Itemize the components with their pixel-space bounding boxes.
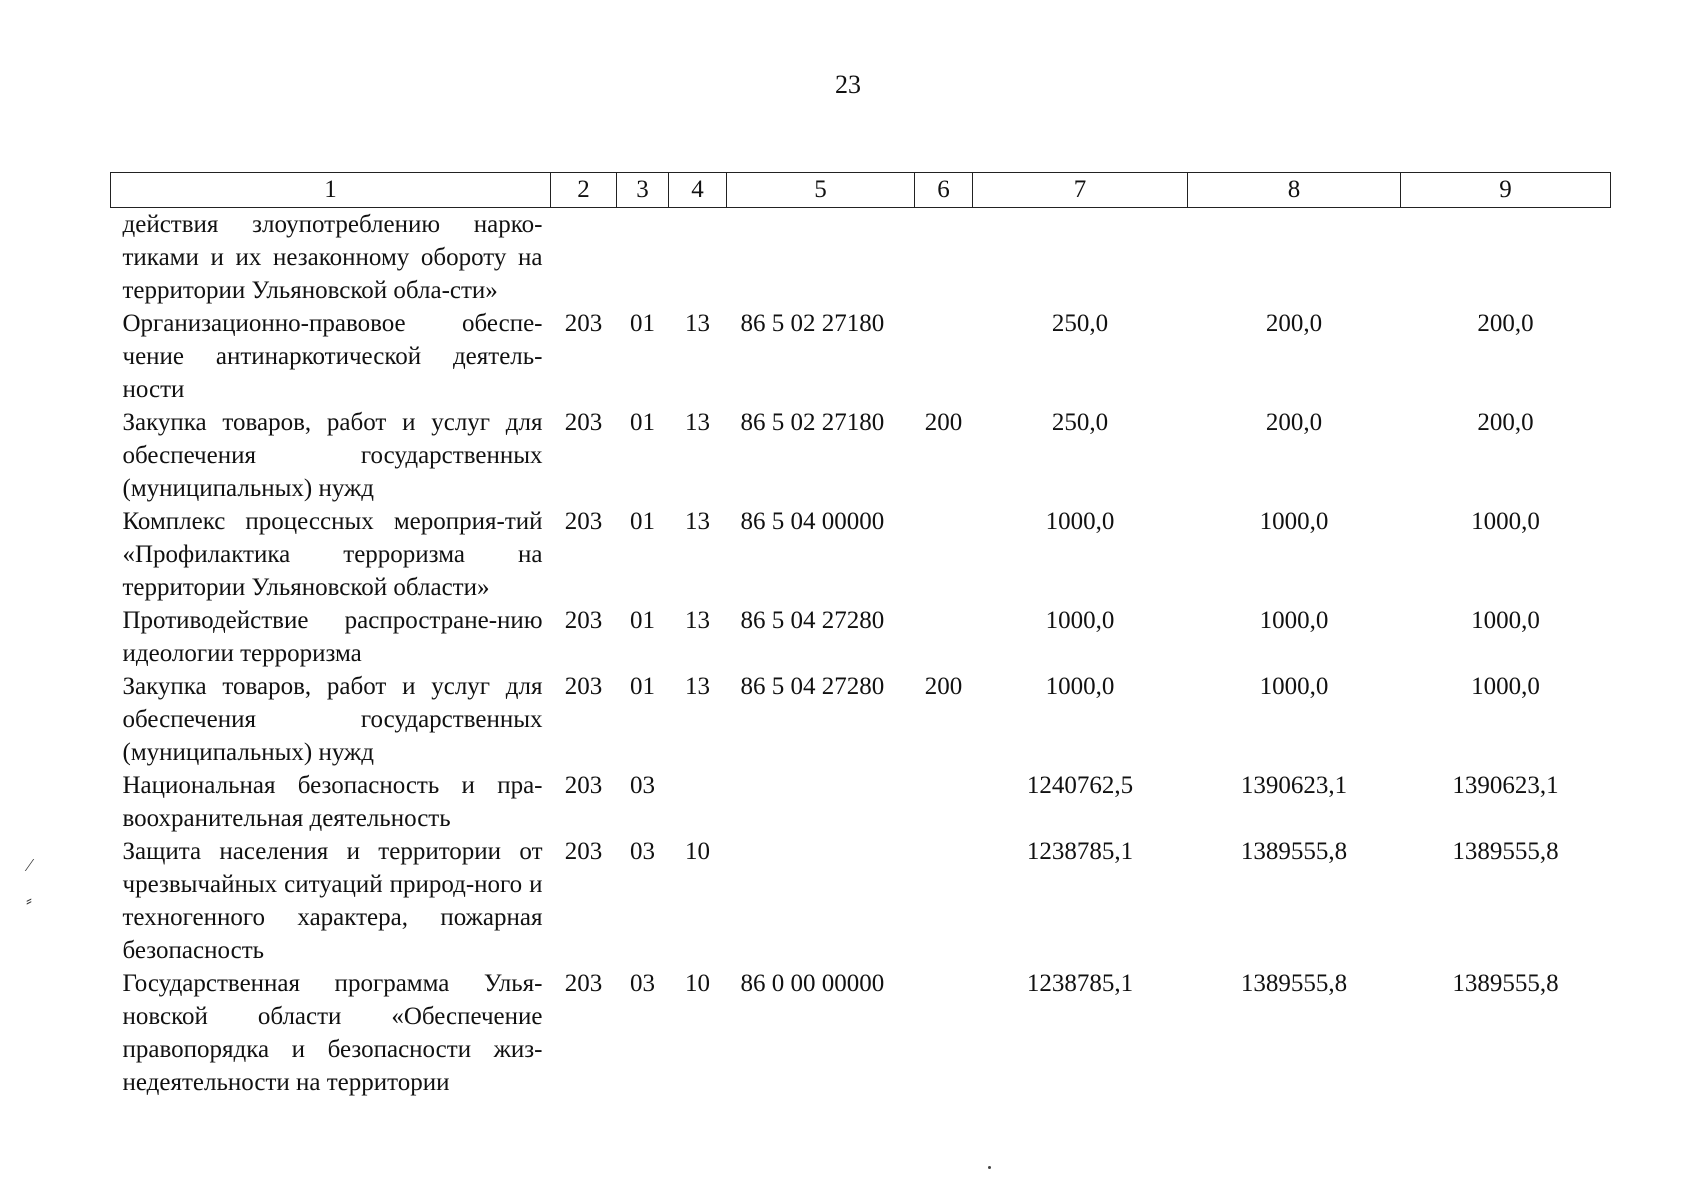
cell-subsection: 10 [685, 970, 710, 997]
cell-amount: 1389555,8 [1240, 970, 1348, 997]
row-description: Закупка товаров, работ и услуг для обеспечения государственных (муниципальных) нужд [122, 673, 543, 766]
cell-amount: 200,0 [1265, 310, 1323, 337]
cell-section: 01 [630, 310, 655, 337]
column-header: 2 [551, 173, 617, 208]
cell-target-article: 86 0 00 00000 [740, 970, 885, 997]
cell-amount: 1000,0 [1471, 673, 1540, 700]
cell-expense-type [915, 505, 973, 604]
table-header-row [111, 173, 1611, 208]
scan-speck [988, 1166, 991, 1169]
cell-section: 01 [630, 508, 655, 535]
column-header: 9 [1401, 173, 1611, 208]
cell-amount: 1000,0 [1471, 508, 1540, 535]
table-row [111, 505, 1611, 604]
cell-expense-type [915, 307, 973, 406]
cell-expense-type [915, 208, 973, 308]
column-header: 7 [973, 173, 1188, 208]
cell-amount: 1390623,1 [1452, 772, 1559, 799]
column-header: 4 [669, 173, 727, 208]
cell-code: 203 [564, 673, 603, 700]
column-header: 6 [915, 173, 973, 208]
cell-expense-type: 200 [924, 409, 963, 436]
cell-target-article [727, 208, 915, 308]
cell-target-article [727, 769, 915, 835]
cell-code: 203 [564, 310, 603, 337]
cell-amount: 1238785,1 [1026, 970, 1134, 997]
cell-amount: 200,0 [1477, 409, 1534, 436]
cell-amount [1401, 208, 1611, 308]
cell-code: 203 [564, 508, 603, 535]
table-row [111, 835, 1611, 967]
column-header: 1 [111, 173, 551, 208]
cell-amount: 1000,0 [1045, 607, 1115, 634]
scan-speck: ⁄ [28, 855, 32, 875]
cell-expense-type: 200 [924, 673, 963, 700]
cell-subsection [669, 769, 727, 835]
cell-section: 01 [630, 673, 655, 700]
cell-subsection: 13 [685, 673, 710, 700]
row-description: Государственная программа Улья-новской области «Обеспечение правопорядка и безопасности жиз-недеятельности на территории [122, 970, 543, 1096]
cell-section: 03 [630, 772, 655, 799]
cell-code: 203 [564, 838, 603, 865]
cell-amount: 1240762,5 [1026, 772, 1134, 799]
column-header: 8 [1188, 173, 1401, 208]
cell-subsection: 13 [685, 310, 710, 337]
cell-amount: 200,0 [1265, 409, 1323, 436]
cell-subsection: 13 [685, 409, 710, 436]
cell-expense-type [915, 967, 973, 1099]
row-description: действия злоупотреблению нарко-тиками и их незаконному обороту на территории Ульяновской обла-сти» [122, 211, 543, 304]
cell-code: 203 [564, 772, 603, 799]
cell-target-article [727, 835, 915, 967]
cell-amount [1188, 208, 1401, 308]
cell-section: 01 [630, 409, 655, 436]
cell-amount: 1000,0 [1259, 673, 1329, 700]
table-row [111, 604, 1611, 670]
cell-target-article: 86 5 04 27280 [740, 673, 885, 700]
row-description: Противодействие распростране-нию идеологии терроризма [122, 607, 543, 667]
cell-target-article: 86 5 02 27180 [740, 310, 885, 337]
cell-subsection [669, 208, 727, 308]
column-header: 5 [727, 173, 915, 208]
table-row [111, 769, 1611, 835]
cell-amount: 1390623,1 [1240, 772, 1348, 799]
cell-amount [973, 208, 1188, 308]
cell-amount: 250,0 [1051, 310, 1109, 337]
cell-expense-type [915, 769, 973, 835]
cell-amount: 1389555,8 [1452, 838, 1559, 865]
cell-expense-type [915, 604, 973, 670]
cell-target-article: 86 5 02 27180 [740, 409, 885, 436]
row-description: Комплекс процессных мероприя-тий «Профилактика терроризма на территории Ульяновской области» [122, 508, 543, 601]
cell-target-article: 86 5 04 27280 [740, 607, 885, 634]
page-number: 23 [835, 70, 861, 99]
cell-section: 03 [630, 838, 655, 865]
row-description: Закупка товаров, работ и услуг для обеспечения государственных (муниципальных) нужд [122, 409, 543, 502]
budget-table [110, 172, 1611, 1099]
cell-expense-type [915, 835, 973, 967]
cell-amount: 1000,0 [1259, 508, 1329, 535]
cell-amount: 1000,0 [1045, 673, 1115, 700]
cell-section [617, 208, 669, 308]
cell-amount: 200,0 [1477, 310, 1534, 337]
row-description: Организационно-правовое обеспе-чение антинаркотической деятель-ности [122, 310, 543, 403]
table-row [111, 670, 1611, 769]
table-row [111, 967, 1611, 1099]
column-header: 3 [617, 173, 669, 208]
cell-subsection: 10 [685, 838, 710, 865]
row-description: Национальная безопасность и пра-воохранительная деятельность [122, 772, 543, 832]
cell-section: 01 [630, 607, 655, 634]
scan-speck: ⸗ [26, 890, 32, 910]
cell-code: 203 [564, 970, 603, 997]
cell-amount: 1238785,1 [1026, 838, 1134, 865]
cell-code [551, 208, 617, 308]
table-row [111, 406, 1611, 505]
cell-amount: 1000,0 [1471, 607, 1540, 634]
cell-amount: 1389555,8 [1240, 838, 1348, 865]
cell-subsection: 13 [685, 508, 710, 535]
cell-code: 203 [564, 607, 603, 634]
table-row [111, 307, 1611, 406]
cell-code: 203 [564, 409, 603, 436]
row-description: Защита населения и территории от чрезвычайных ситуаций природ-ного и техногенного характера, пожарная безопасность [122, 838, 543, 964]
cell-amount: 1000,0 [1045, 508, 1115, 535]
cell-section: 03 [630, 970, 655, 997]
cell-target-article: 86 5 04 00000 [740, 508, 885, 535]
cell-subsection: 13 [685, 607, 710, 634]
table-row [111, 208, 1611, 308]
cell-amount: 250,0 [1051, 409, 1109, 436]
cell-amount: 1000,0 [1259, 607, 1329, 634]
cell-amount: 1389555,8 [1452, 970, 1559, 997]
